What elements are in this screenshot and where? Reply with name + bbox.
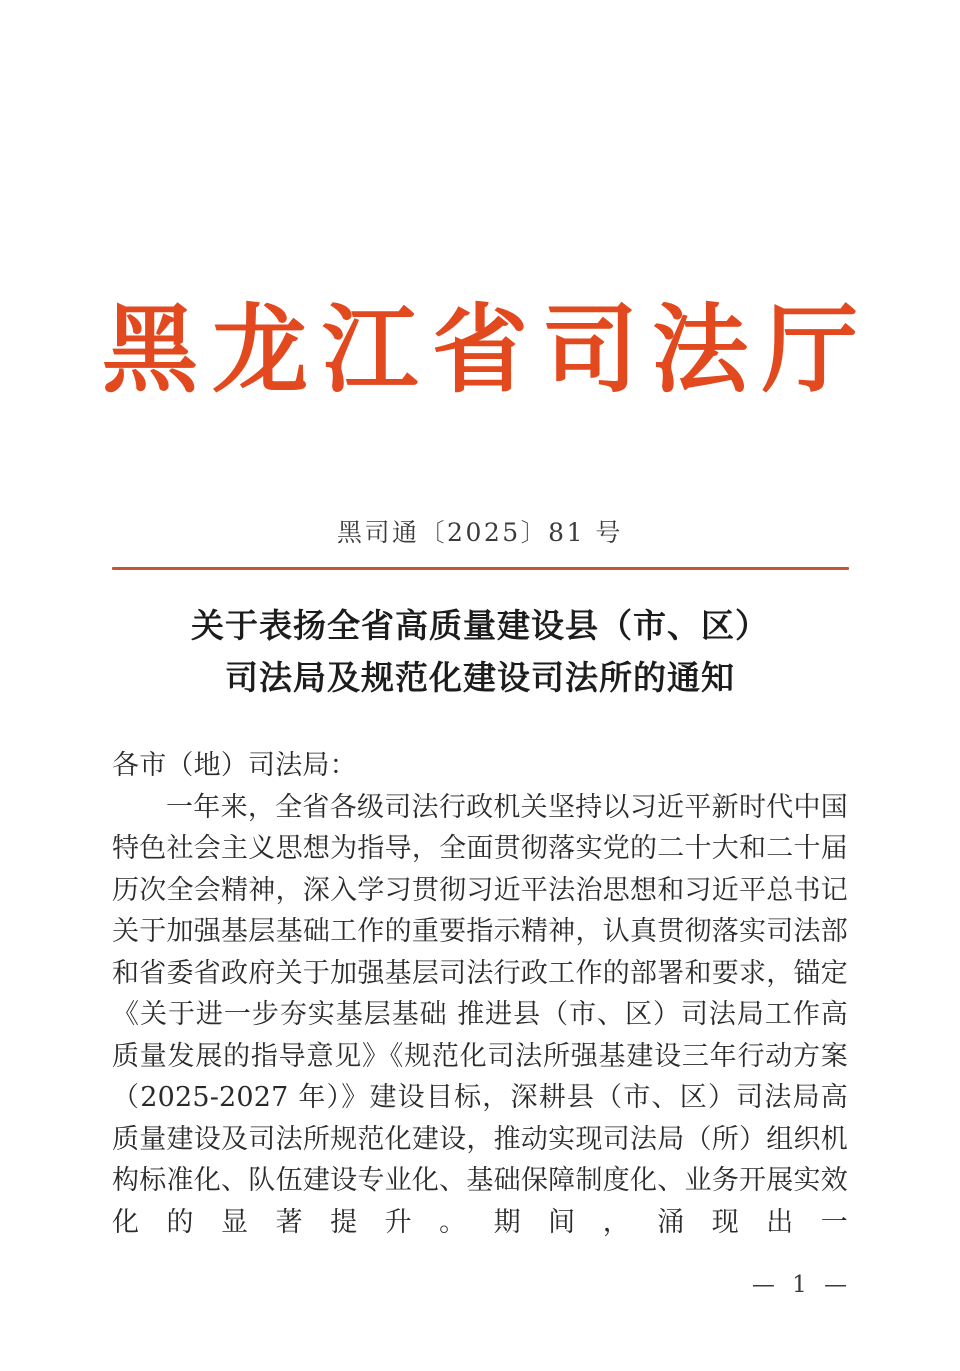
salutation: 各市（地）司法局： xyxy=(112,750,357,781)
page-footer xyxy=(0,1272,960,1298)
document-serial-number: 黑司通〔2025〕81 号 xyxy=(337,518,623,547)
document-title xyxy=(110,600,850,704)
body-paragraph-1: 一年来，全省各级司法行政机关坚持以习近平新时代中国特色社会主义思想为指导，全面贯彻落实党的二十大和二十届历次全会精神，深入学习贯彻习近平法治思想和习近平总书记关于加强基层基础工作的重要指示精神，认真贯彻落实司法部和省委省政府关于加强基层司法行政工作的部署和要求，锚定《关于进一步夯实基层基础 推进县（市、区）司法局工作高质量发展的指导意见》《规范化司法所强基建设三年行动方案（2025-2027 年）》建设目标，深耕县（市、区）司法局高质量建设及司法所规范化建设，推动实现司法局（所）组织机构标准化、队伍建设专业化、基础保障制度化、业务开展实效化的显著提升。期间，涌现出一 xyxy=(112,791,848,1238)
document-body xyxy=(112,745,848,1243)
document-title-line-2: 司法局及规范化建设司法所的通知 xyxy=(225,658,735,697)
issuing-authority-header: 黑龙江省司法厅 xyxy=(102,293,872,406)
document-title-line-1: 关于表扬全省高质量建设县（市、区） xyxy=(191,606,769,645)
page-number: — 1 — xyxy=(751,1272,853,1298)
red-separator-rule xyxy=(112,567,849,570)
